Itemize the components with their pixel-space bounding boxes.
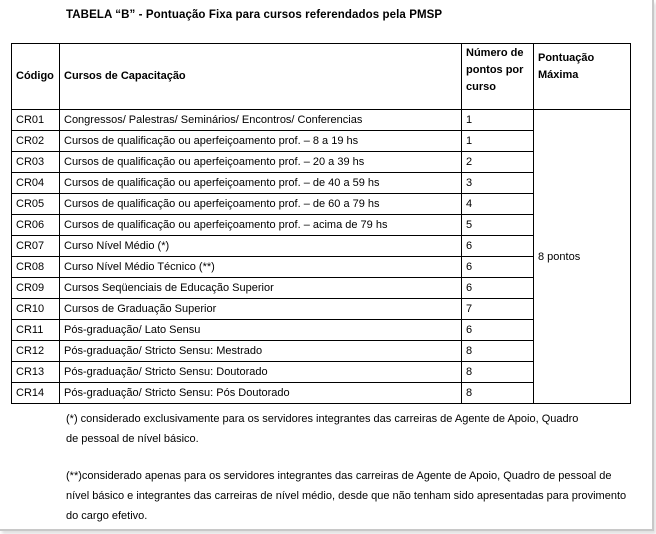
cell-course: Congressos/ Palestras/ Seminários/ Encontros/ Conferencias <box>60 110 462 131</box>
cell-course: Cursos de qualificação ou aperfeiçoamento prof. – de 40 a 59 hs <box>60 173 462 194</box>
cell-code: CR12 <box>12 341 60 362</box>
cell-code: CR07 <box>12 236 60 257</box>
cell-course: Cursos de qualificação ou aperfeiçoamento prof. – 8 a 19 hs <box>60 131 462 152</box>
cell-points: 6 <box>462 236 534 257</box>
cell-course: Curso Nível Médio (*) <box>60 236 462 257</box>
cell-points: 1 <box>462 110 534 131</box>
cell-course: Pós-graduação/ Stricto Sensu: Pós Doutorado <box>60 383 462 404</box>
cell-course: Cursos de qualificação ou aperfeiçoamento prof. – acima de 79 hs <box>60 215 462 236</box>
cell-code: CR05 <box>12 194 60 215</box>
header-max: Pontuação Máxima <box>534 44 631 110</box>
cell-code: CR08 <box>12 257 60 278</box>
cell-points: 6 <box>462 320 534 341</box>
footnote-double-asterisk: (**)considerado apenas para os servidores integrantes das carreiras de Agente de Apoio, Quadro de pessoal de nível básico e integrantes das carreiras de nível médio, desde que não tenham sido apresentadas para provimento do cargo efetivo. <box>66 470 627 522</box>
cell-code: CR03 <box>12 152 60 173</box>
footnote-single-asterisk: (*) considerado exclusivamente para os servidores integrantes das carreiras de Agente de Apoio, Quadro de pessoal de nível básico. <box>66 413 579 445</box>
cell-points: 1 <box>462 131 534 152</box>
cell-course: Cursos de Graduação Superior <box>60 299 462 320</box>
points-table <box>11 43 631 404</box>
cell-code: CR06 <box>12 215 60 236</box>
header-code: Código <box>12 44 60 110</box>
cell-points: 6 <box>462 257 534 278</box>
table-body <box>12 110 631 404</box>
cell-points: 5 <box>462 215 534 236</box>
header-points: Número de pontos por curso <box>462 44 534 110</box>
table-row <box>12 110 631 131</box>
cell-points: 7 <box>462 299 534 320</box>
header-row <box>12 44 631 110</box>
cell-code: CR14 <box>12 383 60 404</box>
cell-points: 8 <box>462 383 534 404</box>
cell-course: Pós-graduação/ Stricto Sensu: Mestrado <box>60 341 462 362</box>
cell-points: 6 <box>462 278 534 299</box>
cell-code: CR09 <box>12 278 60 299</box>
cell-code: CR11 <box>12 320 60 341</box>
cell-course: Cursos Seqüenciais de Educação Superior <box>60 278 462 299</box>
cell-course: Curso Nível Médio Técnico (**) <box>60 257 462 278</box>
cell-points: 8 <box>462 362 534 383</box>
cell-course: Pós-graduação/ Lato Sensu <box>60 320 462 341</box>
cell-max-points: 8 pontos <box>534 110 631 404</box>
cell-points: 3 <box>462 173 534 194</box>
cell-points: 4 <box>462 194 534 215</box>
cell-code: CR13 <box>12 362 60 383</box>
cell-course: Cursos de qualificação ou aperfeiçoamento prof. – 20 a 39 hs <box>60 152 462 173</box>
cell-code: CR02 <box>12 131 60 152</box>
cell-course: Pós-graduação/ Stricto Sensu: Doutorado <box>60 362 462 383</box>
cell-code: CR04 <box>12 173 60 194</box>
cell-code: CR01 <box>12 110 60 131</box>
table-title: TABELA “B” - Pontuação Fixa para cursos referendados pela PMSP <box>66 9 443 21</box>
header-course: Cursos de Capacitação <box>60 44 462 110</box>
cell-course: Cursos de qualificação ou aperfeiçoamento prof. – de 60 a 79 hs <box>60 194 462 215</box>
cell-points: 2 <box>462 152 534 173</box>
cell-points: 8 <box>462 341 534 362</box>
cell-code: CR10 <box>12 299 60 320</box>
